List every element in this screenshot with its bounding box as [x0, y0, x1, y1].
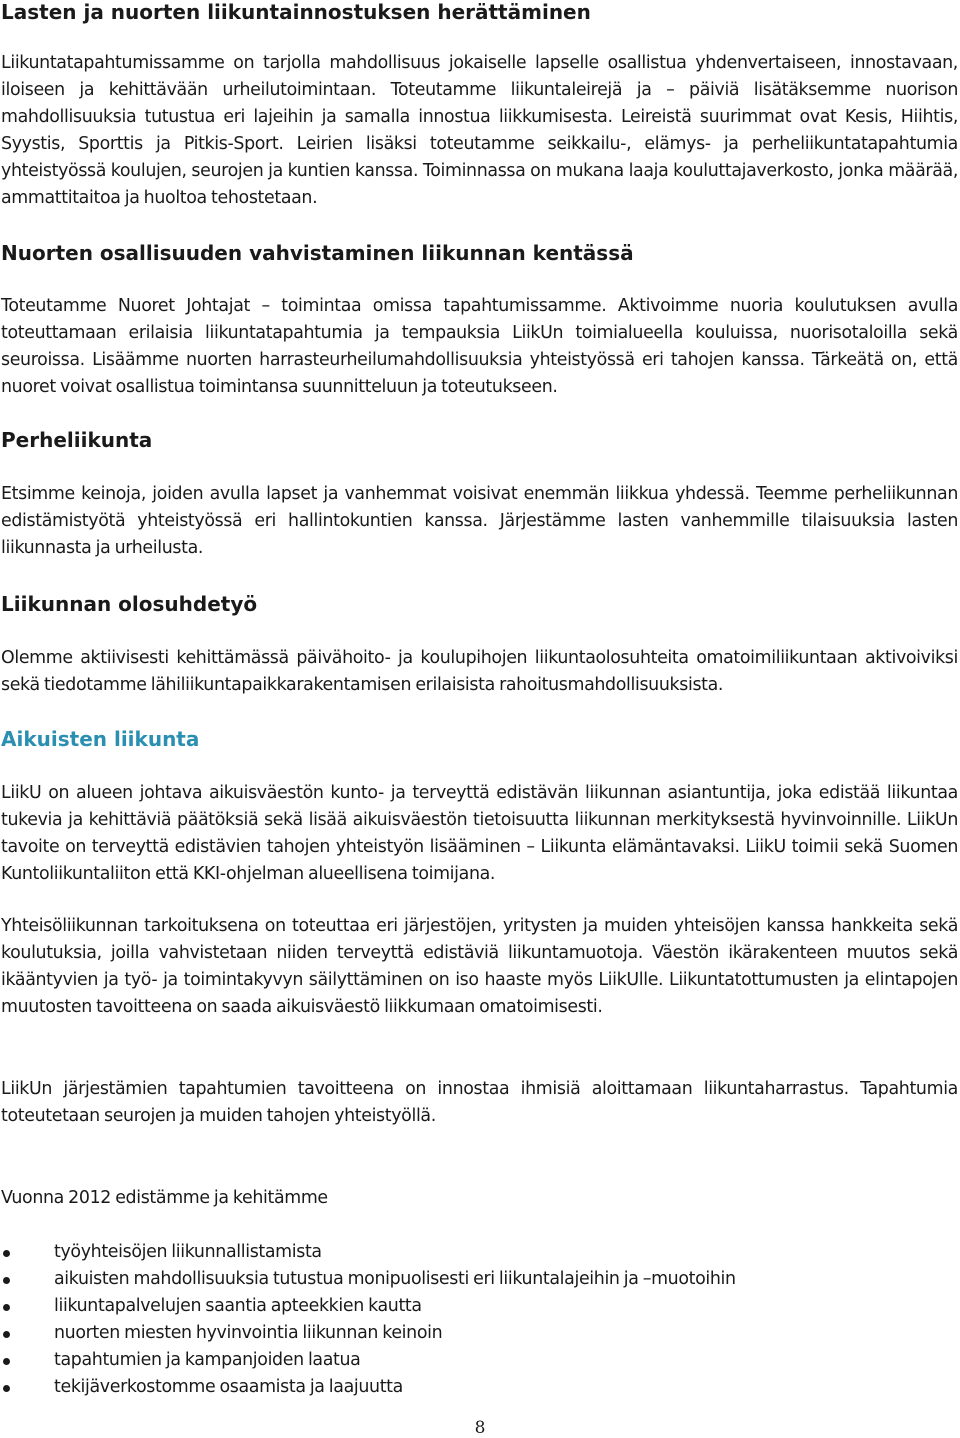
page-number: 8: [474, 1418, 486, 1438]
section-body: [1, 1076, 958, 1130]
year-plan-list: [1, 1239, 958, 1401]
paragraph: Olemme aktiivisesti kehittämässä päivähoito- ja koulupihojen liikuntaolosuhteita omatoimiliikuntaan aktivoiviksi sekä tiedotamme lähiliikuntapaikkarakentamisen erilaisista rahoitusmahdollisuuksista.: [1, 648, 958, 695]
list-item: tekijäverkostomme osaamista ja laajuutta: [1, 1374, 958, 1401]
section-body: [1, 481, 958, 562]
section-body: [1, 780, 958, 888]
paragraph: Liikuntatapahtumissamme on tarjolla mahdollisuus jokaiselle lapselle osallistua yhdenvertaiseen, innostavaan, iloiseen ja kehittävään urheilutoimintaan. Toteutamme liikuntaleirejä ja – päiviä lisätäksemme nuorison mahdollisuuksia tutustua eri lajeihin ja samalla innostua liikkumisesta. Leireistä suurimmat ovat Kesis, Hiihtis, Syystis, Sporttis ja Pitkis-Sport. Leirien lisäksi toteutamme seikkailu-, elämys- ja perheliikuntatapahtumia yhteistyössä koulujen, seurojen ja kuntien kanssa. Toiminnassa on mukana laaja kouluttajaverkosto, jonka määrää, ammattitaitoa ja huoltoa tehostetaan.: [1, 53, 958, 208]
section-children-youth: [1, 0, 958, 24]
paragraph: LiikUn järjestämien tapahtumien tavoitteena on innostaa ihmisiä aloittamaan liikuntaharrastus. Tapahtumia toteutetaan seurojen ja muiden tahojen yhteistyöllä.: [1, 1079, 958, 1126]
section-heading: Liikunnan olosuhdetyö: [1, 592, 258, 616]
section-youth-participation: [1, 241, 958, 265]
section-heading: Lasten ja nuorten liikuntainnostuksen herättäminen: [1, 0, 591, 24]
section-body: [1, 645, 958, 699]
year-plan: [1, 1185, 958, 1212]
list-item: nuorten miesten hyvinvointia liikunnan keinoin: [1, 1320, 958, 1347]
list-item: tapahtumien ja kampanjoiden laatua: [1, 1347, 958, 1374]
section-adult-sports: [1, 727, 958, 751]
paragraph: Yhteisöliikunnan tarkoituksena on toteuttaa eri järjestöjen, yritysten ja muiden yhteisöjen kanssa hankkeita sekä koulutuksia, joilla vahvistetaan niiden terveyttä edistäviä liikuntamuotoja. Väestön ikärakenteen muutos sekä ikääntyvien ja työ- ja toimintakyvyn säilyttäminen on iso haaste myös LiikUlle. Liikuntatottumusten ja elintapojen muutosten tavoitteena on saada aikuisväestö liikkumaan omatoimisesti.: [1, 916, 958, 1017]
section-body: [1, 913, 958, 1021]
section-body: [1, 293, 958, 401]
section-body: [1, 50, 958, 212]
section-heading: Perheliikunta: [1, 428, 153, 452]
paragraph: LiikU on alueen johtava aikuisväestön kunto- ja terveyttä edistävän liikunnan asiantuntija, joka edistää liikuntaa tukevia ja kehittäviä päätöksiä sekä lisää aikuisväestön tietoisuutta liikunnan merkityksestä hyvinvoinnille. LiikUn tavoite on terveyttä edistävien tahojen yhteistyön lisääminen – Liikunta elämäntavaksi. LiikU toimii sekä Suomen Kuntoliikuntaliiton että KKI-ohjelman alueellisena toimijana.: [1, 783, 958, 884]
paragraph: Toteutamme Nuoret Johtajat – toimintaa omissa tapahtumissamme. Aktivoimme nuoria koulutuksen avulla toteuttamaan erilaisia liikuntatapahtumia ja tempauksia LiikUn toimialueella kouluissa, nuorisotaloilla sekä seuroissa. Lisäämme nuorten harrasteurheilumahdollisuuksia yhteistyössä eri tahojen kanssa. Tärkeätä on, että nuoret voivat osallistua toimintansa suunnitteluun ja toteutukseen.: [1, 296, 958, 397]
section-heading: Aikuisten liikunta: [1, 727, 200, 751]
year-plan-list-wrap: [1, 1239, 958, 1401]
year-plan-intro: Vuonna 2012 edistämme ja kehitämme: [1, 1188, 328, 1208]
section-facilities: [1, 592, 958, 616]
list-item: työyhteisöjen liikunnallistamista: [1, 1239, 958, 1266]
section-heading: Nuorten osallisuuden vahvistaminen liikunnan kentässä: [1, 241, 634, 265]
list-item: aikuisten mahdollisuuksia tutustua monipuolisesti eri liikuntalajeihin ja –muotoihin: [1, 1266, 958, 1293]
list-item: liikuntapalvelujen saantia apteekkien kautta: [1, 1293, 958, 1320]
paragraph: Etsimme keinoja, joiden avulla lapset ja vanhemmat voisivat enemmän liikkua yhdessä. Teemme perheliikunnan edistämistyötä yhteistyössä eri hallintokuntien kanssa. Järjestämme lasten vanhemmille tilaisuuksia lasten liikunnasta ja urheilusta.: [1, 484, 958, 558]
section-family-sports: [1, 428, 958, 452]
